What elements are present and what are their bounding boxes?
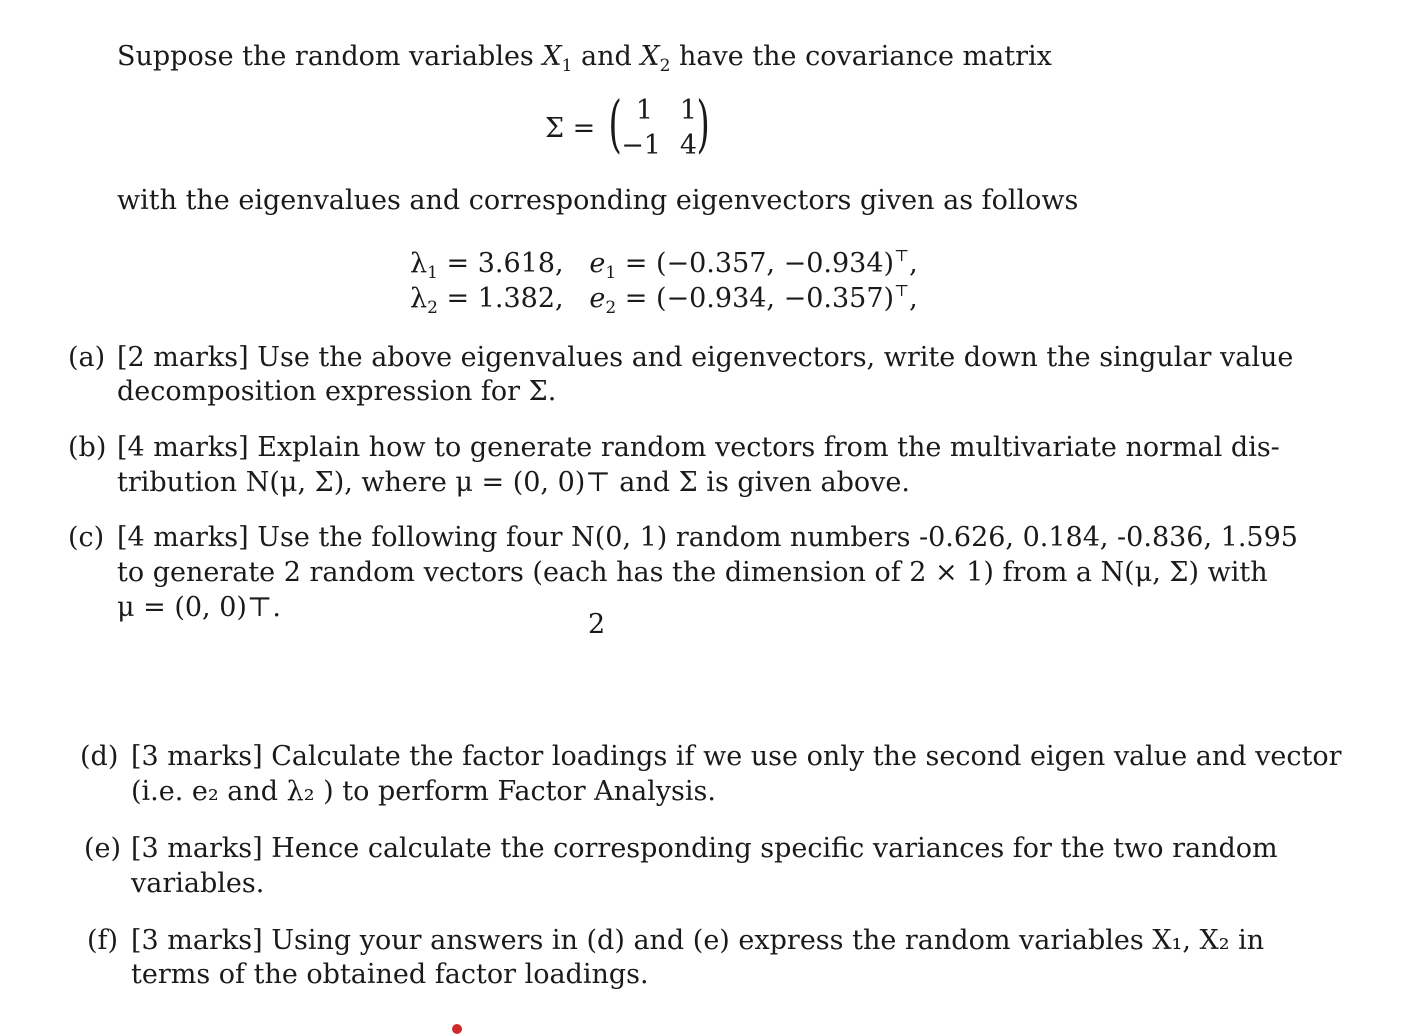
e-1-vector: = (−0.357, −0.934) [616, 248, 895, 279]
e-2-comma: , [909, 283, 918, 314]
question-d-line1: [3 marks] Calculate the factor loadings if we use only the second eigen value and vector [131, 741, 1342, 772]
var-x2-sub: 2 [659, 56, 671, 76]
right-paren: ) [696, 87, 710, 160]
question-f-label: (f) [87, 925, 119, 956]
lambda-1-value: = 3.618, [437, 248, 564, 279]
matrix-cell-11: 1 [635, 95, 653, 126]
intro-sentence [117, 39, 1052, 84]
red-dot-mark [452, 1024, 462, 1034]
question-a-line1: [2 marks] Use the above eigenvalues and eigenvectors, write down the singular value [117, 342, 1294, 373]
question-e-line2: variables. [131, 868, 265, 899]
e-1: e [589, 248, 606, 279]
var-x2: X [640, 41, 660, 72]
question-f-line1: [3 marks] Using your answers in (d) and (e) express the random variables X₁, X₂ in [131, 925, 1265, 956]
lambda-1-sub: 1 [427, 263, 438, 283]
question-a-label: (a) [68, 342, 106, 373]
lambda-2: λ [410, 283, 428, 314]
question-b-label: (b) [68, 432, 107, 463]
question-c-line2: to generate 2 random vectors (each has the dimension of 2 × 1) from a N(μ, Σ) with [117, 557, 1268, 588]
matrix-cell-22: 4 [679, 130, 697, 161]
page-number: 2 [588, 609, 606, 640]
e-1-comma: , [909, 248, 918, 279]
question-f-line2: terms of the obtained factor loadings. [131, 959, 649, 990]
e-2-sub: 2 [605, 298, 617, 318]
var-x1-sub: 1 [561, 56, 573, 76]
question-c-line1: [4 marks] Use the following four N(0, 1) random numbers -0.626, 0.184, -0.836, 1.595 [117, 522, 1298, 553]
question-b-line2: tribution N(μ, Σ), where μ = (0, 0)⊤ and Σ is given above. [117, 467, 910, 498]
question-d-label: (d) [80, 741, 119, 772]
lambda-2-value: = 1.382, [437, 283, 564, 314]
e-2-transpose: ⊤ [894, 281, 910, 300]
question-e-line1: [3 marks] Hence calculate the corresponding specific variances for the two random [131, 833, 1278, 864]
eigen-row-2 [410, 273, 918, 326]
sigma-equals: Σ = [545, 113, 596, 144]
question-c-label: (c) [68, 522, 105, 553]
left-paren: ( [608, 87, 622, 160]
e-1-sub: 1 [605, 263, 617, 283]
lambda-1: λ [410, 248, 428, 279]
question-c-line3: μ = (0, 0)⊤. [117, 592, 281, 623]
question-a-line2: decomposition expression for Σ. [117, 376, 557, 407]
question-d-line2: (i.e. e₂ and λ₂ ) to perform Factor Analysis. [131, 776, 716, 807]
e-1-transpose: ⊤ [894, 246, 910, 265]
question-e-label: (e) [84, 833, 122, 864]
intro-text: Suppose the random variables [117, 41, 543, 72]
var-x1: X [542, 41, 562, 72]
question-b-line1: [4 marks] Explain how to generate random vectors from the multivariate normal dis- [117, 432, 1280, 463]
e-2-vector: = (−0.934, −0.357) [616, 283, 895, 314]
e-2: e [589, 283, 606, 314]
intro-text-end: have the covariance matrix [670, 41, 1052, 72]
eigen-intro: with the eigenvalues and corresponding eigenvectors given as follows [117, 185, 1079, 216]
intro-and: and [572, 41, 641, 72]
matrix-cell-12: 1 [679, 95, 697, 126]
lambda-2-sub: 2 [427, 298, 438, 318]
matrix-cell-21: −1 [621, 130, 661, 161]
